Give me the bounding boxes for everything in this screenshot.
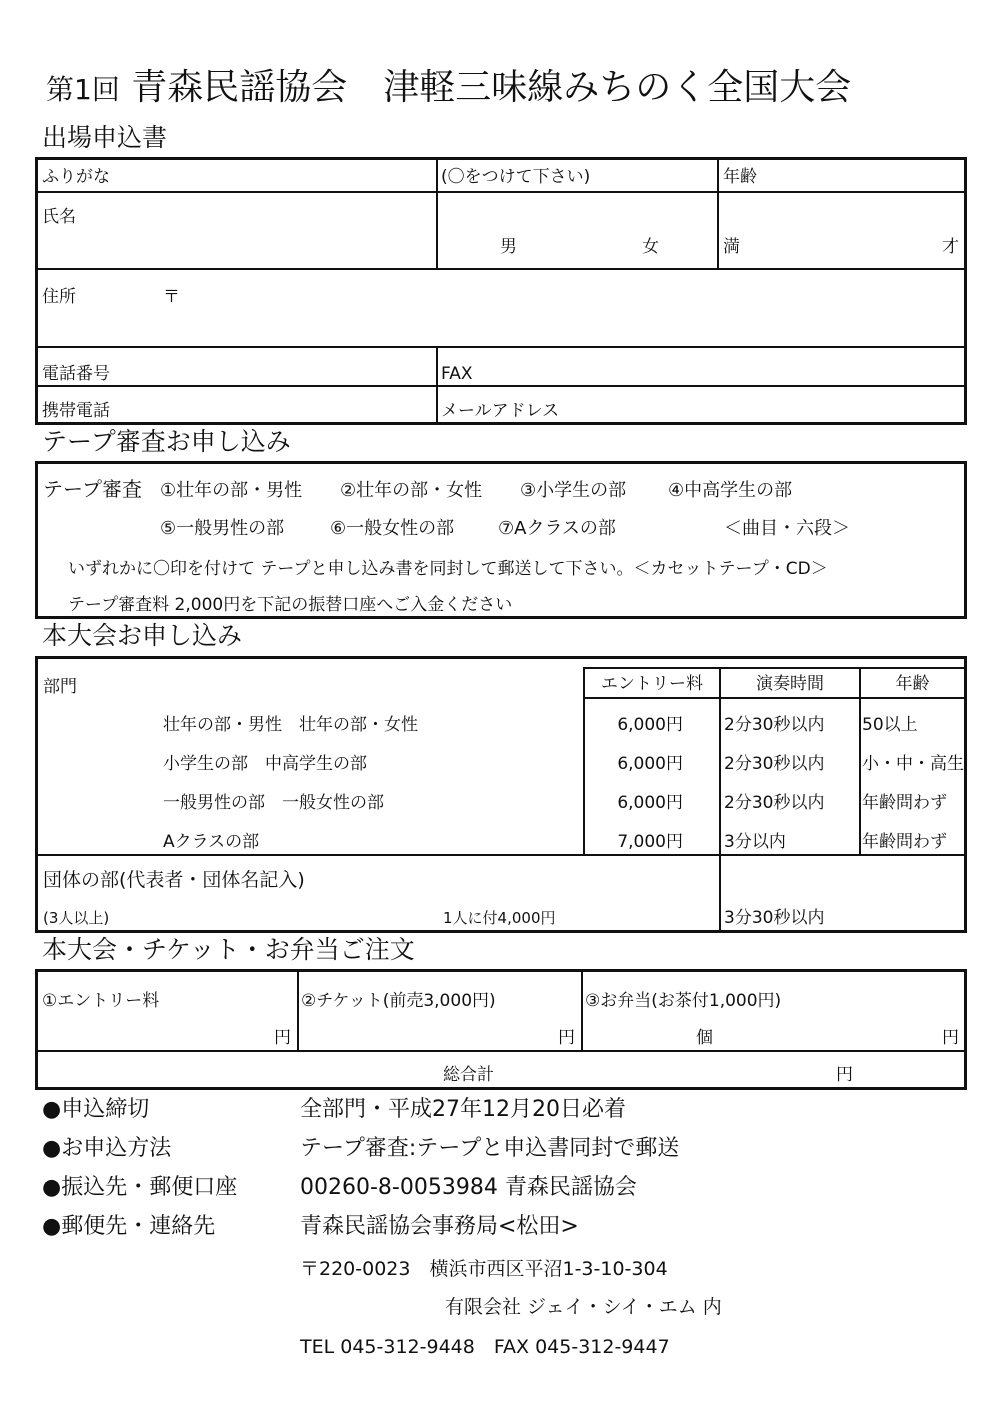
name-label: 氏名 [42,207,76,227]
age-cell: 小・中・高生 [862,754,964,774]
age-suffix: 才 [942,237,959,257]
deadline-label: 申込締切 [61,1097,150,1122]
fee-cell: 6,000円 [617,754,683,774]
time-cell: 3分以内 [724,832,786,852]
main-event-table [35,656,967,933]
group-min: (3人以上) [43,909,110,927]
group-time: 3分30秒以内 [724,908,825,928]
fee-header: エントリー料 [601,674,703,694]
deadline-row [42,1095,149,1125]
page-title [46,62,986,116]
bento-yen: 円 [942,1028,959,1048]
time-cell: 2分30秒以内 [724,793,825,813]
title-main: 青森民謡協会 津軽三味線みちのく全国大会 [131,67,852,108]
tape-option-3[interactable]: ③小学生の部 [520,480,627,501]
time-cell: 2分30秒以内 [724,715,825,735]
application-form-heading: 出場申込書 [42,123,168,152]
division-row: Aクラスの部 [163,832,260,852]
contact-label: 郵便先・連絡先 [61,1214,216,1239]
tape-option-5[interactable]: ⑤一般男性の部 [160,518,285,539]
order-heading: 本大会・チケット・お弁当ご注文 [42,935,415,964]
divider [583,667,964,669]
gender-note: (〇をつけて下さい) [441,167,591,187]
ticket-label: ②チケット(前売3,000円) [301,991,496,1011]
bullet-icon: ● [42,1214,62,1239]
company-line: 有限会社 ジェイ・シイ・エム 内 [445,1296,722,1318]
total-yen: 円 [836,1065,853,1085]
division-row: 小学生の部 中高学生の部 [163,754,367,774]
tape-heading: テープ審査お申し込み [42,427,291,456]
entry-fee-label: ①エントリー料 [42,991,160,1011]
method-value: テープ審査:テープと申込書同封で郵送 [300,1136,680,1161]
mobile-label: 携帯電話 [42,401,110,421]
female-option[interactable]: 女 [642,237,659,257]
divider [38,346,964,348]
title-prefix: 第1回 [46,73,120,106]
tape-option-1[interactable]: ①壮年の部・男性 [160,480,303,501]
contact-value: 青森民謡協会事務局<松田> [300,1214,579,1239]
deadline-value: 全部門・平成27年12月20日必着 [300,1097,626,1122]
tel-fax-line: TEL 045-312-9448 FAX 045-312-9447 [300,1336,670,1358]
tape-fee-note: テープ審査料 2,000円を下記の振替口座へご入金ください [68,595,513,615]
phone-label: 電話番号 [42,364,110,384]
main-event-heading: 本大会お申し込み [42,621,243,650]
fee-cell: 6,000円 [617,793,683,813]
fee-cell: 7,000円 [617,832,683,852]
group-fee: 1人に付4,000円 [443,909,556,927]
age-cell: 年齢問わず [862,832,947,852]
divider [719,667,721,930]
divider [38,1050,964,1052]
tape-box [35,461,967,619]
divider [717,160,719,270]
order-table [35,969,967,1090]
age-label: 年齢 [723,167,757,187]
entry-fee-yen: 円 [274,1028,291,1048]
bullet-icon: ● [42,1175,62,1200]
bullet-icon: ● [42,1136,62,1161]
time-header: 演奏時間 [756,674,824,694]
age-cell: 年齢問わず [862,793,947,813]
group-label: 団体の部(代表者・団体名記入) [43,869,305,891]
division-header: 部門 [43,677,77,697]
furigana-label: ふりがな [42,167,110,187]
method-label: お申込方法 [61,1136,172,1161]
transfer-row [42,1173,237,1203]
total-label: 総合計 [443,1065,494,1085]
tape-instruction: いずれかに〇印を付けて テープと申し込み書を同封して郵送して下さい。＜カセットテープ・CD＞ [68,559,828,579]
address-label: 住所 [42,287,76,307]
fax-label: FAX [441,364,473,384]
postal-mark: 〒 [163,287,180,307]
application-form-table [35,157,967,425]
bento-label: ③お弁当(お茶付1,000円) [585,991,782,1011]
age-prefix: 満 [723,237,740,257]
tape-option-6[interactable]: ⑥一般女性の部 [330,518,455,539]
division-row: 壮年の部・男性 壮年の部・女性 [163,715,418,735]
divider [38,191,964,193]
divider [38,854,964,856]
transfer-value: 00260-8-0053984 青森民謡協会 [300,1175,637,1200]
bullet-icon: ● [42,1097,62,1122]
time-cell: 2分30秒以内 [724,754,825,774]
transfer-label: 振込先・郵便口座 [61,1175,238,1200]
email-label: メールアドレス [441,401,560,421]
ticket-yen: 円 [558,1028,575,1048]
divider [436,160,438,270]
divider [583,697,964,699]
divider [436,346,438,422]
divider [38,268,964,270]
tape-option-4[interactable]: ④中高学生の部 [668,480,793,501]
bento-piece: 個 [696,1028,713,1048]
song-note: ＜曲目・六段＞ [724,518,850,539]
division-row: 一般男性の部 一般女性の部 [163,793,384,813]
method-row [42,1134,171,1164]
age-cell: 50以上 [862,715,918,735]
divider [297,972,299,1052]
divider [38,385,964,387]
tape-label: テープ審査 [43,477,142,501]
tape-option-7[interactable]: ⑦Aクラスの部 [498,518,616,539]
address-line: 〒220-0023 横浜市西区平沼1-3-10-304 [300,1258,668,1280]
male-option[interactable]: 男 [500,237,517,257]
age-header: 年齢 [895,674,930,694]
contact-row [42,1212,215,1242]
fee-cell: 6,000円 [617,715,683,735]
divider [581,972,583,1052]
divider [859,667,861,854]
tape-option-2[interactable]: ②壮年の部・女性 [340,480,483,501]
